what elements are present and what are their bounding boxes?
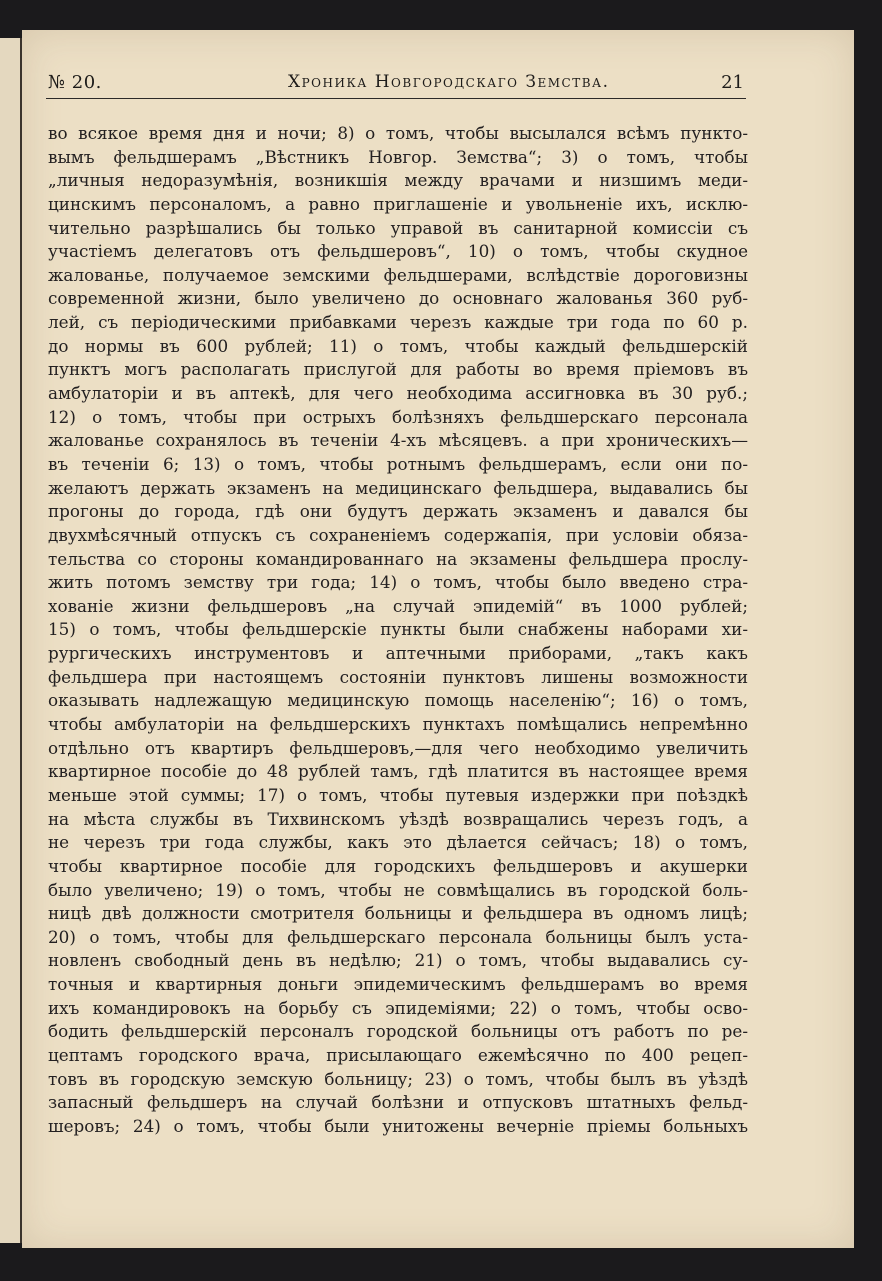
text-line: прогоны до города, гдѣ они будутъ держать экзаменъ и давался бы bbox=[48, 501, 748, 522]
text-line: оказывать надлежащую медицинскую помощь населенію“; 16) о томъ, bbox=[48, 690, 748, 711]
previous-page-edge bbox=[0, 38, 23, 1243]
book-page bbox=[22, 30, 854, 1248]
text-line: хованіе жизни фельдшеровъ „на случай эпидемій“ въ 1000 рублей; bbox=[48, 595, 748, 616]
running-title: Хроника Новгородскаго Земства. bbox=[288, 72, 610, 92]
text-line: отдѣльно отъ квартиръ фельдшеровъ,—для чего необходимо увеличить bbox=[48, 737, 748, 758]
text-line: товъ въ городскую земскую больницу; 23) о томъ, чтобы былъ въ уѣздѣ bbox=[48, 1068, 748, 1089]
text-line: двухмѣсячный отпускъ съ сохраненіемъ содержапія, при условіи обяза- bbox=[48, 524, 748, 545]
text-line: ихъ командировокъ на борьбу съ эпидеміями; 22) о томъ, чтобы осво- bbox=[48, 997, 748, 1018]
text-line: 12) о томъ, чтобы при острыхъ болѣзняхъ фельдшерскаго персонала bbox=[48, 406, 748, 427]
text-line: 15) о томъ, чтобы фельдшерскіе пункты были снабжены наборами хи- bbox=[48, 619, 748, 640]
text-line: современной жизни, было увеличено до основнаго жалованья 360 руб- bbox=[48, 288, 748, 309]
text-line: жить потомъ земству три года; 14) о томъ, чтобы было введено стра- bbox=[48, 572, 748, 593]
text-line: чтобы квартирное пособіе для городскихъ фельдшеровъ и акушерки bbox=[48, 855, 748, 876]
text-line: рургическихъ инструментовъ и аптечными приборами, „такъ какъ bbox=[48, 643, 748, 664]
text-line: ницѣ двѣ должности смотрителя больницы и фельдшера въ одномъ лицѣ; bbox=[48, 903, 748, 924]
text-line: желаютъ держать экзаменъ на медицинскаго фельдшера, выдавались бы bbox=[48, 477, 748, 498]
text-line: бодить фельдшерскій персоналъ городской больницы отъ работъ по ре- bbox=[48, 1021, 748, 1042]
text-line: шеровъ; 24) о томъ, чтобы были унитожены вечерніе пріемы больныхъ bbox=[48, 1115, 748, 1136]
text-line: лей, съ періодическими прибавками черезъ каждые три года по 60 р. bbox=[48, 312, 748, 333]
text-line: жалованье, получаемое земскими фельдшерами, вслѣдствіе дороговизны bbox=[48, 264, 748, 285]
text-line: цептамъ городского врача, присылающаго ежемѣсячно по 400 рецеп- bbox=[48, 1044, 748, 1065]
text-line: новленъ свободный день въ недѣлю; 21) о томъ, чтобы выдавались су- bbox=[48, 950, 748, 971]
text-line: 20) о томъ, чтобы для фельдшерскаго персонала больницы былъ уста- bbox=[48, 926, 748, 947]
text-line: чтобы амбулаторіи на фельдшерскихъ пунктахъ помѣщались непремѣнно bbox=[48, 714, 748, 735]
text-line: фельдшера при настоящемъ состояніи пунктовъ лишены возможности bbox=[48, 666, 748, 687]
text-line: квартирное пособіе до 48 рублей тамъ, гдѣ платится въ настоящее время bbox=[48, 761, 748, 782]
text-line: запасный фельдшеръ на случай болѣзни и отпусковъ штатныхъ фельд- bbox=[48, 1092, 748, 1113]
text-line: амбулаторіи и въ аптекѣ, для чего необходима ассигновка въ 30 руб.; bbox=[48, 383, 748, 404]
text-line: пунктъ могъ располагать прислугой для работы во время пріемовъ въ bbox=[48, 359, 748, 380]
body-text bbox=[48, 122, 748, 1139]
text-line: на мѣста службы въ Тихвинскомъ уѣздѣ возвращались черезъ годъ, а bbox=[48, 808, 748, 829]
text-line: до нормы въ 600 рублей; 11) о томъ, чтобы каждый фельдшерскій bbox=[48, 335, 748, 356]
text-line: во всякое время дня и ночи; 8) о томъ, чтобы высылался всѣмъ пункто- bbox=[48, 123, 748, 143]
running-header bbox=[46, 72, 746, 99]
text-line: участіемъ делегатовъ отъ фельдшеровъ“, 10) о томъ, чтобы скудное bbox=[48, 241, 748, 262]
page-number: 21 bbox=[721, 72, 744, 93]
text-line: „личныя недоразумѣнія, возникшія между врачами и низшимъ меди- bbox=[48, 170, 748, 191]
text-line: въ теченіи 6; 13) о томъ, чтобы ротнымъ фельдшерамъ, если они по- bbox=[48, 453, 748, 474]
text-line: вымъ фельдшерамъ „Вѣстникъ Новгор. Земства“; 3) о томъ, чтобы bbox=[48, 146, 748, 167]
text-line: не черезъ три года службы, какъ это дѣлается сейчасъ; 18) о томъ, bbox=[48, 832, 748, 853]
text-line: цинскимъ персоналомъ, а равно приглашеніе и увольненіе ихъ, исклю- bbox=[48, 193, 748, 214]
text-line: тельства со стороны командированнаго на экзамены фельдшера прослу- bbox=[48, 548, 748, 569]
text-line: точныя и квартирныя доньги эпидемическимъ фельдшерамъ во время bbox=[48, 974, 748, 995]
text-line: было увеличено; 19) о томъ, чтобы не совмѣщались въ городской боль- bbox=[48, 879, 748, 900]
text-line: меньше этой суммы; 17) о томъ, чтобы путевыя издержки при поѣздкѣ bbox=[48, 784, 748, 805]
text-line: чительно разрѣшались бы только управой въ санитарной комиссіи съ bbox=[48, 217, 748, 238]
issue-number: № 20. bbox=[48, 72, 102, 93]
text-line: жалованье сохранялось въ теченіи 4-хъ мѣсяцевъ. а при хроническихъ— bbox=[48, 430, 748, 451]
